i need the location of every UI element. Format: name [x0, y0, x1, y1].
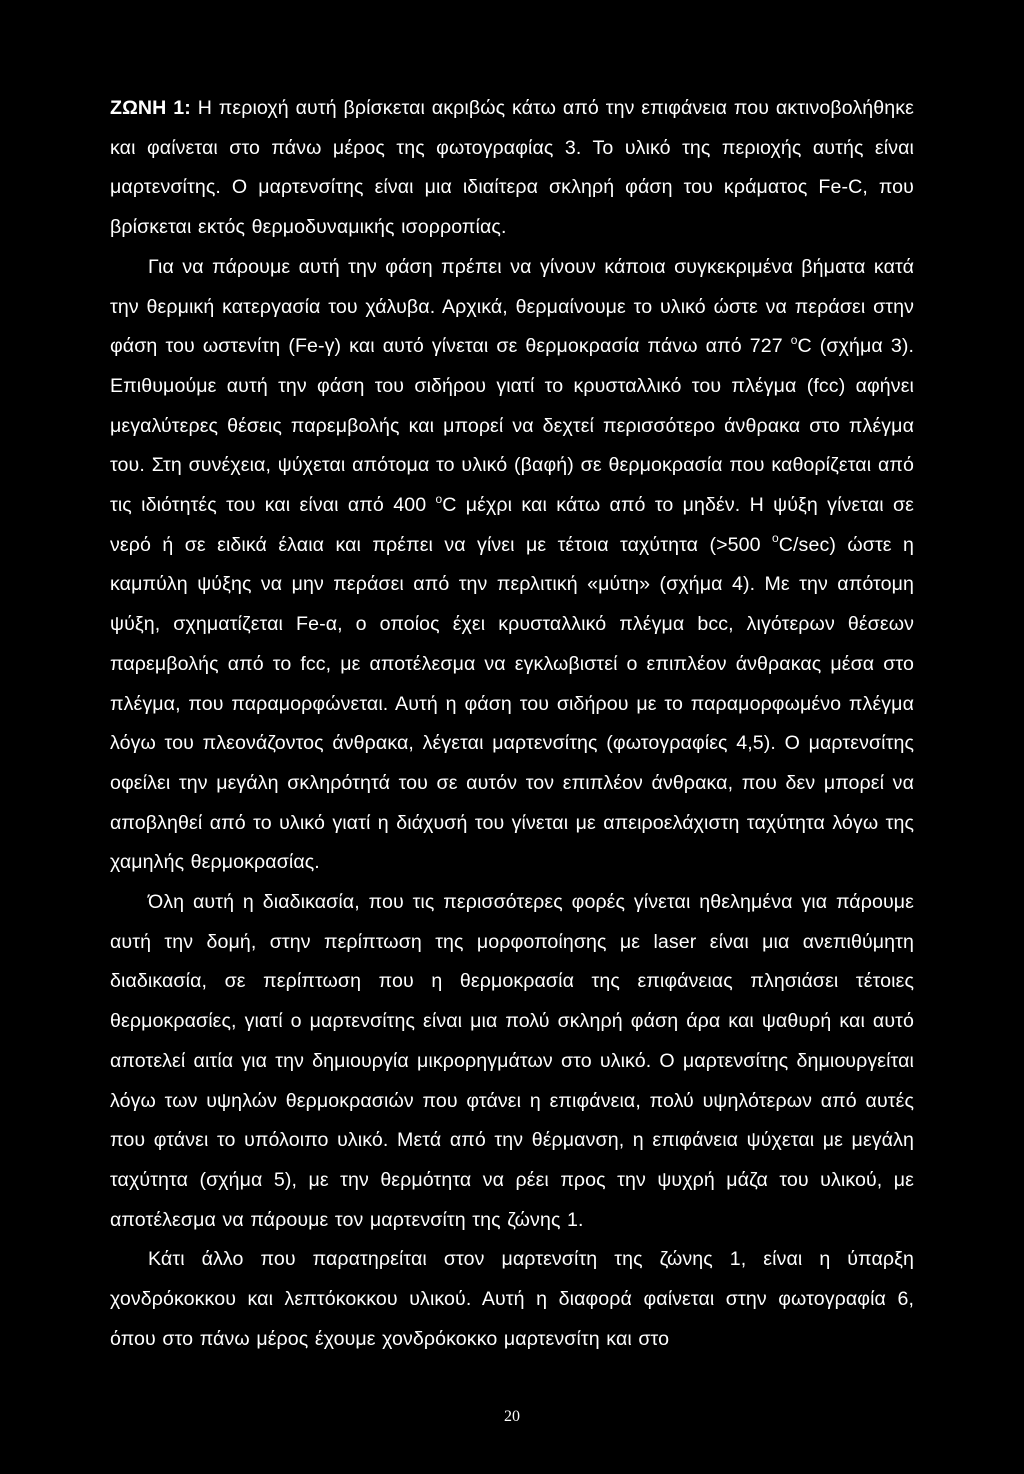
paragraph-martensite-formation — [110, 248, 914, 883]
paragraph-text: Η περιοχή αυτή βρίσκεται ακριβώς κάτω από την επιφάνεια που ακτινοβολήθηκε και φαίνεται στο πάνω μέρος της φωτογραφίας 3. Το υλικό της περιοχής αυτής είναι μαρτενσίτης. Ο μαρτενσίτης είναι μια ιδιαίτερα σκληρή φάση του κράματος Fe-C, που βρίσκεται εκτός θερμοδυναμικής ισορροπίας. — [110, 97, 915, 239]
zone-label: ΖΩΝΗ 1: — [110, 97, 191, 119]
paragraph-grain-size — [110, 1240, 914, 1359]
degree-symbol: o — [771, 531, 779, 546]
paragraph-text: Όλη αυτή η διαδικασία, που τις περισσότερες φορές γίνεται ηθελημένα για πάρουμε αυτή την δομή, στην περίπτωση της μορφοποίησης με laser είναι μια ανεπιθύμητη διαδικασία, σε περίπτωση που η θερμοκρασία της επιφάνειας πλησιάσει τέτοιες θερμοκρασίες, γιατί ο μαρτενσίτης είναι μια πολύ σκληρή φάση άρα και ψαθυρή και αυτό αποτελεί αιτία για την δημιουργία μικρορηγμάτων στο υλικό. Ο μαρτενσίτης δημιουργείται λόγω των υψηλών θερμοκρασιών που φτάνει η επιφάνεια, πολύ υψηλότερων από αυτές που φτάνει το υπόλοιπο υλικό. Μετά από την θέρμανση, η επιφάνεια ψύχεται με μεγάλη ταχύτητα (σχήμα 5), με την θερμότητα να ρέει προς την ψυχρή μάζα του υλικού, με αποτέλεσμα να πάρουμε τον μαρτενσίτη της ζώνης 1. — [110, 891, 914, 1231]
paragraph-zone-1-intro — [110, 89, 914, 248]
paragraph-text: C μέχρι και κάτω από το μηδέν. Η ψύξη γίνεται σε νερό ή σε ειδικά έλαια και πρέπει να γίνει με τέτοια ταχύτητα (>500 — [110, 494, 914, 556]
degree-symbol: o — [790, 332, 798, 347]
degree-symbol: o — [435, 491, 443, 506]
paragraph-text: Κάτι άλλο που παρατηρείται στον μαρτενσίτη της ζώνης 1, είναι η ύπαρξη χονδρόκοκκου και λεπτόκοκκου υλικού. Αυτή η διαφορά φαίνεται στην φωτογραφία 6, όπου στο πάνω μέρος έχουμε χονδρόκοκκο μαρτενσίτη και στο — [110, 1248, 914, 1350]
page-number: 20 — [504, 1408, 520, 1425]
paragraph-text: C (σχήμα 3). Επιθυμούμε αυτή την φάση του σιδήρου γιατί το κρυσταλλικό του πλέγμα (fcc) αφήνει μεγαλύτερες θέσεις παρεμβολής και μπορεί να δεχτεί περισσότερο άνθρακα στο πλέγμα του. Στη συνέχεια, ψύχεται απότομα το υλικό (βαφή) σε θερμοκρασία που καθορίζεται από τις ιδιότητές του και είναι από 400 — [110, 335, 914, 517]
paragraph-text: Για να πάρουμε αυτή την φάση πρέπει να γίνουν κάποια συγκεκριμένα βήματα κατά την θερμική κατεργασία του χάλυβα. Αρχικά, θερμαίνουμε το υλικό ώστε να περάσει στην φάση του ωστενίτη (Fe-γ) και αυτό γίνεται σε θερμοκρασία πάνω από 727 — [110, 255, 914, 358]
document-body — [110, 89, 914, 1360]
paragraph-text: C/sec) ώστε η καμπύλη ψύξης να μην περάσει από την περλιτική «μύτη» (σχήμα 4). Με την απότομη ψύξη, σχηματίζεται Fe-α, ο οποίος έχει κρυσταλλικό πλέγμα bcc, λιγότερων θέσεων παρεμβολής από το fcc, με αποτέλεσμα να εγκλωβιστεί ο επιπλέον άνθρακας μέσα στο πλέγμα, που παραμορφώνεται. Αυτή η φάση του σιδήρου με το παραμορφωμένο πλέγμα λόγω του πλεονάζοντος άνθρακα, λέγεται μαρτενσίτης (φωτογραφίες 4,5). Ο μαρτενσίτης οφείλει την μεγάλη σκληρότητά του σε αυτόν τον επιπλέον άνθρακα, που δεν μπορεί να αποβληθεί από το υλικό γιατί η διάχυσή του γίνεται με απειροελάχιστη ταχύτητα λόγω της χαμηλής θερμοκρασίας. — [110, 533, 914, 874]
paragraph-laser-process — [110, 883, 914, 1240]
